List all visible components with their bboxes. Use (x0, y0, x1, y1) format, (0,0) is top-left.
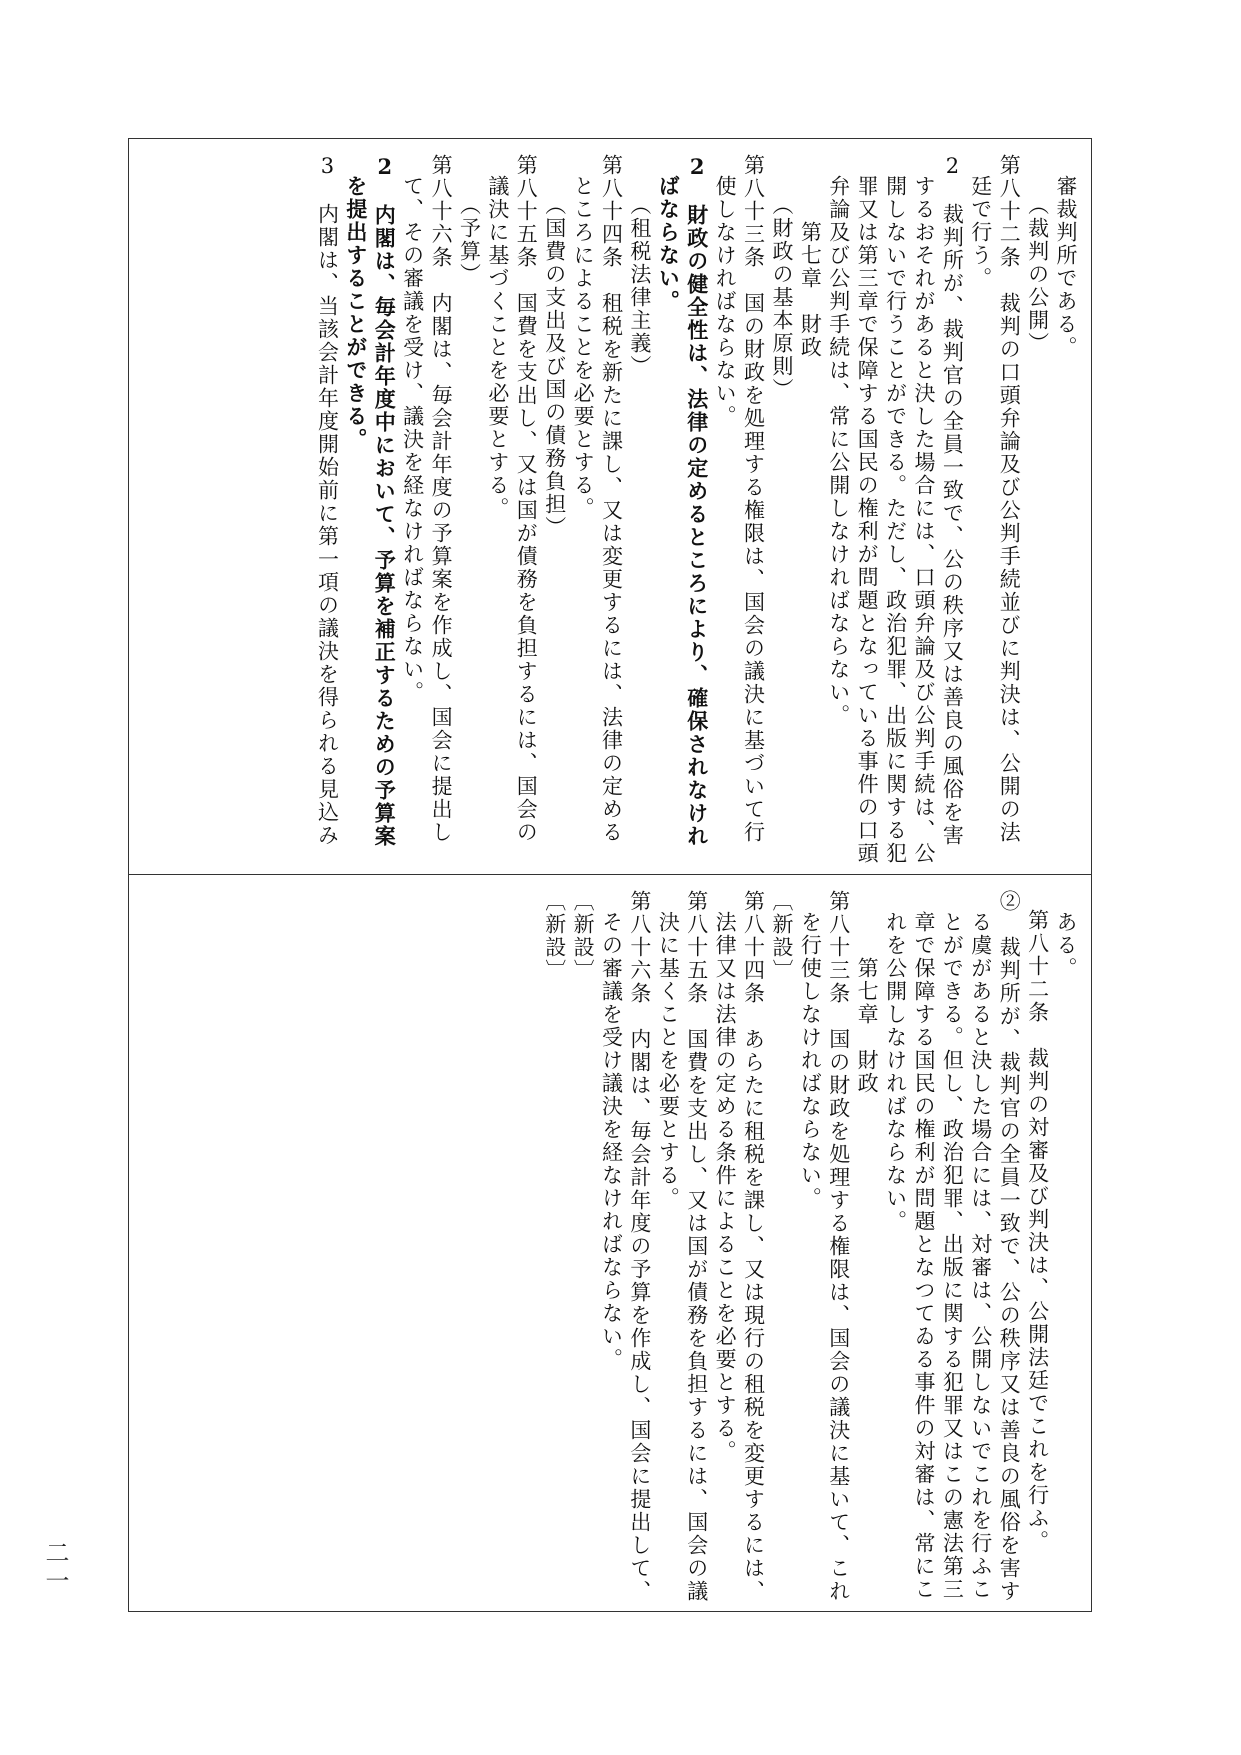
article-86-paragraph-3: 3 内閣は、当該会計年度開始前に第一項の議決を得られる見込み (315, 154, 340, 847)
article-caption: （裁判の公開） (1025, 193, 1050, 355)
article-82-paragraph-2: ② 裁判所が、裁判官の全員一致で、公の秩序又は善良の風俗を害する虞があると決した場合には、対審は、公開しないでこれを行ふことができる。但し、政治犯罪、出版に関する犯罪又はこの憲法第三章で保障する国民の権利が問題となつてゐる事件の対審は、常にこれを公開しなければならない。 (883, 890, 1022, 1603)
current-text-pane (130, 876, 1090, 1610)
continuation-text: ある。 (1054, 911, 1078, 980)
article-85: 第八十五条 国費を支出し、又は国が債務を負担するには、国会の議決に基くことを必要とする。 (656, 890, 709, 1603)
revised-text-pane (130, 140, 1090, 872)
article-82: 第八十二条 裁判の口頭弁論及び公判手続並びに判決は、公開の法廷で行う。 (968, 154, 1022, 844)
chapter-heading: 第七章 財政 (798, 221, 823, 360)
current-text-column (130, 876, 1090, 1610)
article-84: 第八十四条 租税を新たに課し、又は変更するには、法律の定めるところによることを必要とする。 (571, 154, 624, 844)
chapter-heading: 第七章 財政 (855, 957, 880, 1096)
new-provision-note: 〔新設〕 (571, 890, 596, 982)
table-divider (128, 874, 1092, 875)
article-caption: （国費の支出及び国の債務負担） (542, 193, 567, 539)
article-82: 第八十二条 裁判の対審及び判決は、公開法廷でこれを行ふ。 (1025, 908, 1050, 1553)
article-83: 第八十三条 国の財政を処理する権限は、国会の議決に基いて、これを行使しなければならない。 (798, 890, 851, 1603)
article-83: 第八十三条 国の財政を処理する権限は、国会の議決に基づいて行使しなければならない。 (713, 154, 766, 844)
article-84: 第八十四条 あらたに租税を課し、又は現行の租税を変更するには、法律又は法律の定める条件によることを必要とする。 (713, 890, 766, 1603)
article-caption: （予算） (457, 193, 482, 286)
new-provision-note: 〔新設〕 (542, 890, 567, 982)
article-86: 第八十六条 内閣は、毎会計年度の予算を作成し、国会に提出して、その審議を受け議決を経なければならない。 (599, 890, 652, 1603)
article-caption: （財政の基本原則） (769, 193, 794, 401)
article-caption: （租税法律主義） (627, 193, 652, 378)
page-number: 二一 (41, 1540, 69, 1596)
article-86-paragraph-2: 2 内閣は、毎会計年度中において、予算を補正するための予算案を提出することができる。 (343, 154, 398, 848)
article-85: 第八十五条 国費を支出し、又は国が債務を負担するには、国会の議決に基づくことを必要とする。 (485, 154, 539, 844)
article-86: 第八十六条 内閣は、毎会計年度の予算案を作成し、国会に提出して、その審議を受け、議決を経なければならない。 (400, 154, 454, 844)
article-83-paragraph-2: 2 財政の健全性は、法律の定めるところにより、確保されなければならない。 (656, 154, 710, 848)
article-82-paragraph-2: 2 裁判所が、裁判官の全員一致で、公の秩序又は善良の風俗を害するおそれがあると決した場合には、口頭弁論及び公判手続は、公開しないで行うことができる。ただし、政治犯罪、出版に関する犯罪又は第三章で保障する国民の権利が問題となっている事件の口頭弁論及び公判手続は、常に公開しなければならない。 (826, 154, 965, 865)
revised-text-column (130, 140, 1090, 872)
new-provision-note: 〔新設〕 (769, 890, 794, 982)
continuation-text: 審裁判所である。 (1054, 175, 1078, 359)
